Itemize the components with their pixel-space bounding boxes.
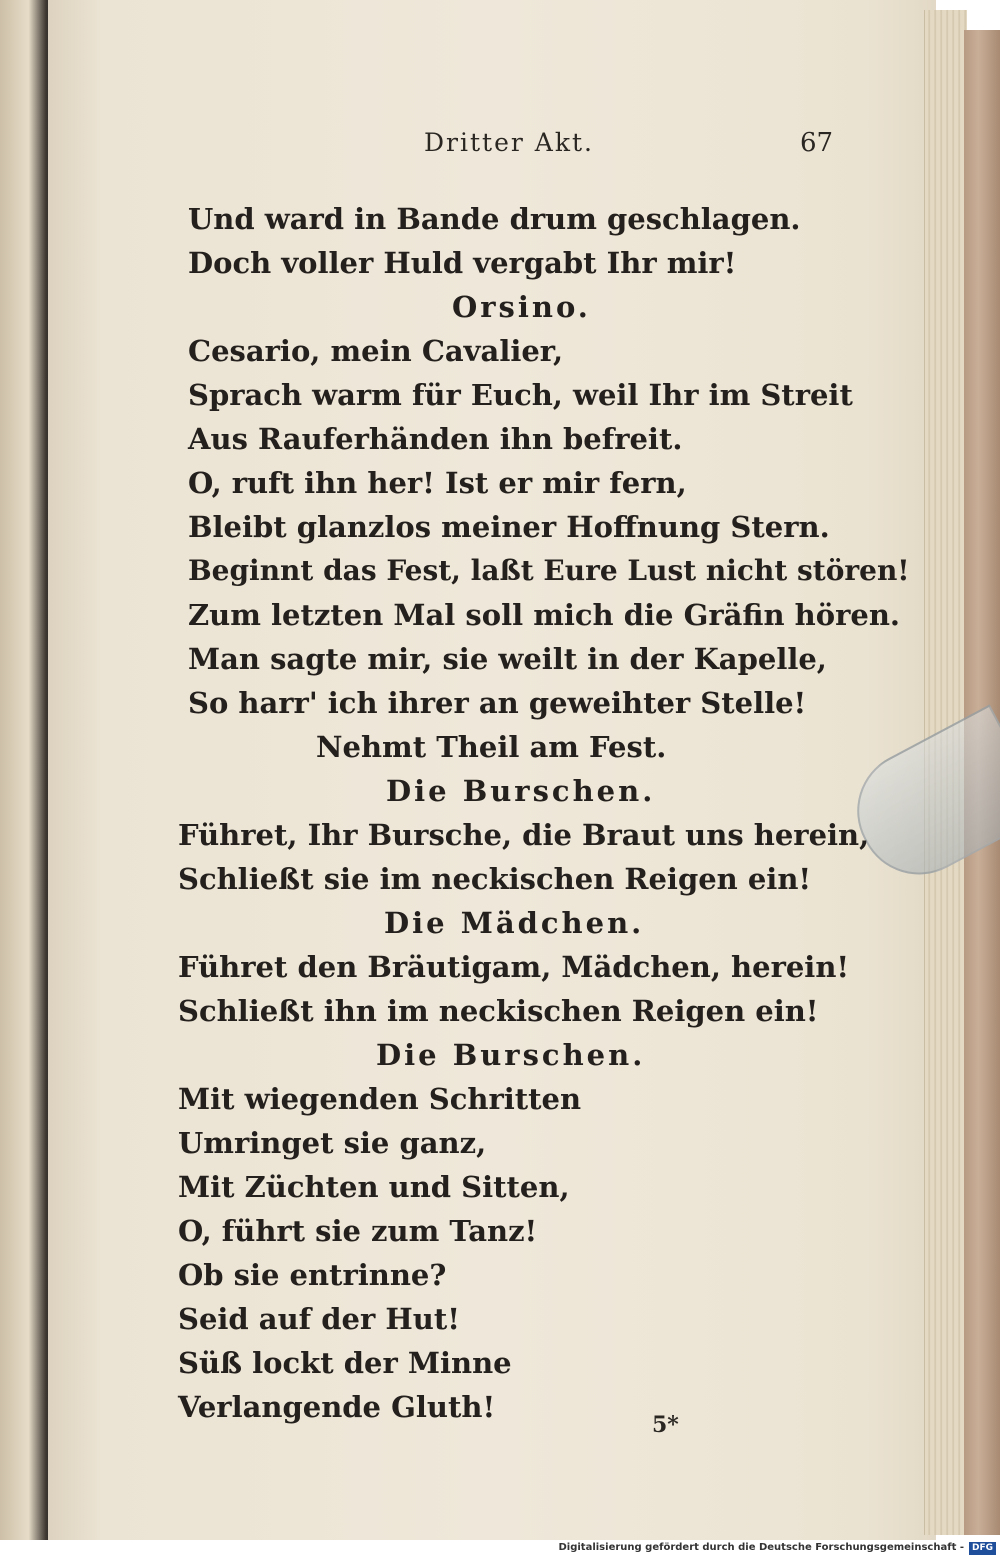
- verse-line: Bleibt glanzlos meiner Hoffnung Stern.: [188, 510, 830, 544]
- speaker-heading: Die Mädchen.: [384, 906, 645, 940]
- verse-line: Mit wiegenden Schritten: [178, 1082, 582, 1116]
- verse-line: O, führt sie zum Tanz!: [178, 1214, 538, 1248]
- speaker-heading: Die Burschen.: [376, 1038, 646, 1072]
- verse-line: Seid auf der Hut!: [178, 1302, 460, 1336]
- verse-line: Führet, Ihr Bursche, die Braut uns herein,: [178, 818, 870, 852]
- verse-line: O, ruft ihn her! Ist er mir fern,: [188, 466, 687, 500]
- verse-line: So harr' ich ihrer an geweihter Stelle!: [188, 686, 807, 720]
- verse-line: Schließt ihn im neckischen Reigen ein!: [178, 994, 819, 1028]
- verse-line: Mit Züchten und Sitten,: [178, 1170, 570, 1204]
- verse-line: Schließt sie im neckischen Reigen ein!: [178, 862, 812, 896]
- verse-line: Umringet sie ganz,: [178, 1126, 487, 1160]
- funding-credit: Digitalisierung gefördert durch die Deutsche Forschungsgemeinschaft -: [558, 1542, 964, 1553]
- verse-line: Nehmt Theil am Fest.: [316, 730, 667, 764]
- verse-line: Ob sie entrinne?: [178, 1258, 447, 1292]
- signature-mark: 5*: [652, 1412, 679, 1438]
- verse-line: Verlangende Gluth!: [178, 1390, 496, 1424]
- speaker-heading: Orsino.: [452, 290, 591, 324]
- running-head: Dritter Akt.: [424, 128, 594, 157]
- page-header: [0, 128, 1000, 168]
- verse-line: Sprach warm für Euch, weil Ihr im Streit: [188, 378, 853, 412]
- speaker-heading: Die Burschen.: [386, 774, 656, 808]
- verse-line: Und ward in Bande drum geschlagen.: [188, 202, 801, 236]
- verse-line: Cesario, mein Cavalier,: [188, 334, 564, 368]
- page-number: 67: [800, 128, 834, 158]
- verse-line: Man sagte mir, sie weilt in der Kapelle,: [188, 642, 827, 676]
- verse-line: Doch voller Huld vergabt Ihr mir!: [188, 246, 737, 280]
- verse-line: Süß lockt der Minne: [178, 1346, 512, 1380]
- facing-page-edge: [0, 0, 52, 1540]
- dfg-logo-icon: DFG: [969, 1542, 996, 1555]
- verse-line: Aus Rauferhänden ihn befreit.: [188, 422, 683, 456]
- digitization-footer: [0, 1540, 1000, 1559]
- verse-line: Führet den Bräutigam, Mädchen, herein!: [178, 950, 850, 984]
- verse-line: Beginnt das Fest, laßt Eure Lust nicht stören!: [188, 554, 910, 587]
- verse-line: Zum letzten Mal soll mich die Gräfin hören.: [188, 598, 901, 632]
